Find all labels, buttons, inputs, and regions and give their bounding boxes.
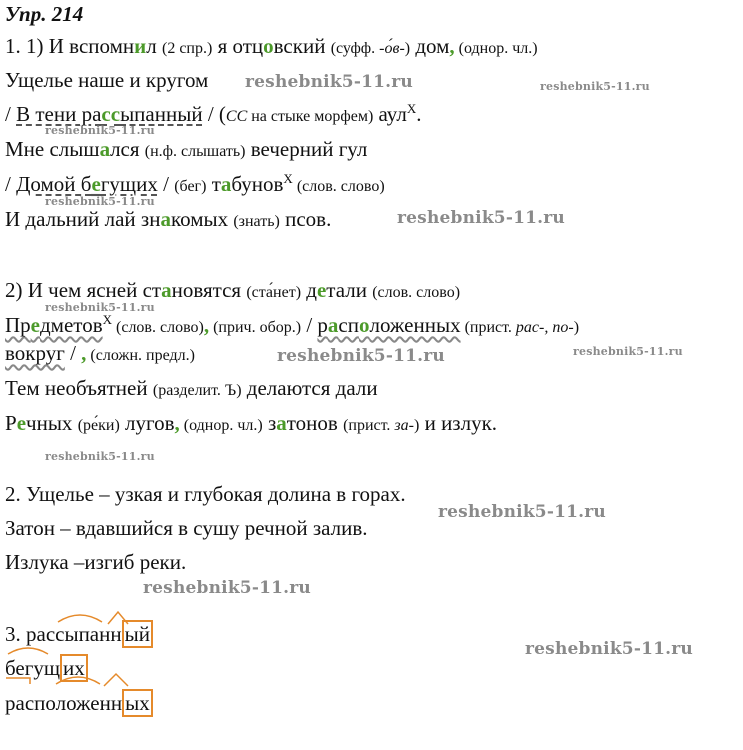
watermark: reshebnik5-11.ru [45, 195, 155, 208]
root-arc-icon [58, 615, 102, 622]
watermark: reshebnik5-11.ru [45, 450, 155, 463]
watermark: reshebnik5-11.ru [45, 124, 155, 137]
watermark: reshebnik5-11.ru [540, 80, 650, 93]
ending-box: их [60, 654, 88, 682]
morpheme-word-2: бегущ их [5, 655, 88, 681]
watermark: reshebnik5-11.ru [245, 72, 413, 92]
definition-ushchelye: 2. Ущелье – узкая и глубокая долина в горах. [5, 482, 406, 506]
definition-izluka: Излука –изгиб реки. [5, 550, 187, 574]
prefix-mark-icon [6, 678, 30, 684]
part1-line4: Мне слышался (н.ф. слышать) вечерний гул [5, 137, 368, 161]
morpheme-marks [0, 600, 200, 710]
part1-line1: 1. 1) И вспомнил (2 спр.) я отцовский (суфф. -о́в-) дом, (однор. чл.) [5, 34, 538, 58]
part1-line5: / Домой бегущих / (бег) табунов$^Х$ (слов. слово) [5, 171, 385, 196]
part2-line4: Тем необъятней (разделит. Ъ) делаются дали [5, 376, 378, 400]
watermark: reshebnik5-11.ru [573, 345, 683, 358]
ending-box: ый [122, 620, 153, 648]
suffix-caret-icon [104, 674, 128, 686]
part2-line2: Предметов$^Х$ (слов. слово), (прич. обор.) / расположенных (прист. рас-, по-) [5, 312, 580, 337]
morpheme-word-1: 3. рассыпанн ый [5, 621, 153, 647]
suffix-caret-icon [108, 612, 128, 624]
morpheme-word-3: расположенн ых [5, 690, 153, 716]
root-arc-icon [8, 648, 48, 654]
part1-line3: / В тени рассыпанный / (СС на стыке морфем) аул$^Х$. [5, 101, 422, 126]
watermark: reshebnik5-11.ru [143, 578, 311, 598]
watermark: reshebnik5-11.ru [277, 346, 445, 366]
watermark: reshebnik5-11.ru [45, 301, 155, 314]
part1-line6: И дальний лай знакомых (знать) псов. [5, 207, 332, 231]
exercise-title: Упр. 214 [5, 2, 84, 26]
part1-line2: Ущелье наше и кругом [5, 68, 209, 92]
definition-zaton: Затон – вдавшийся в сушу речной залив. [5, 516, 368, 540]
part2-line5: Речных (ре́ки) лугов, (однор. чл.) затонов (прист. за-) и излук. [5, 411, 498, 435]
ending-box: ых [122, 689, 153, 717]
watermark: reshebnik5-11.ru [438, 502, 606, 522]
watermark: reshebnik5-11.ru [525, 639, 693, 659]
part2-line3: вокруг / , (сложн. предл.) [5, 341, 195, 365]
root-arc-icon [56, 677, 100, 684]
watermark: reshebnik5-11.ru [397, 208, 565, 228]
part2-line1: 2) И чем ясней становятся (ста́нет) детали (слов. слово) [5, 278, 461, 302]
